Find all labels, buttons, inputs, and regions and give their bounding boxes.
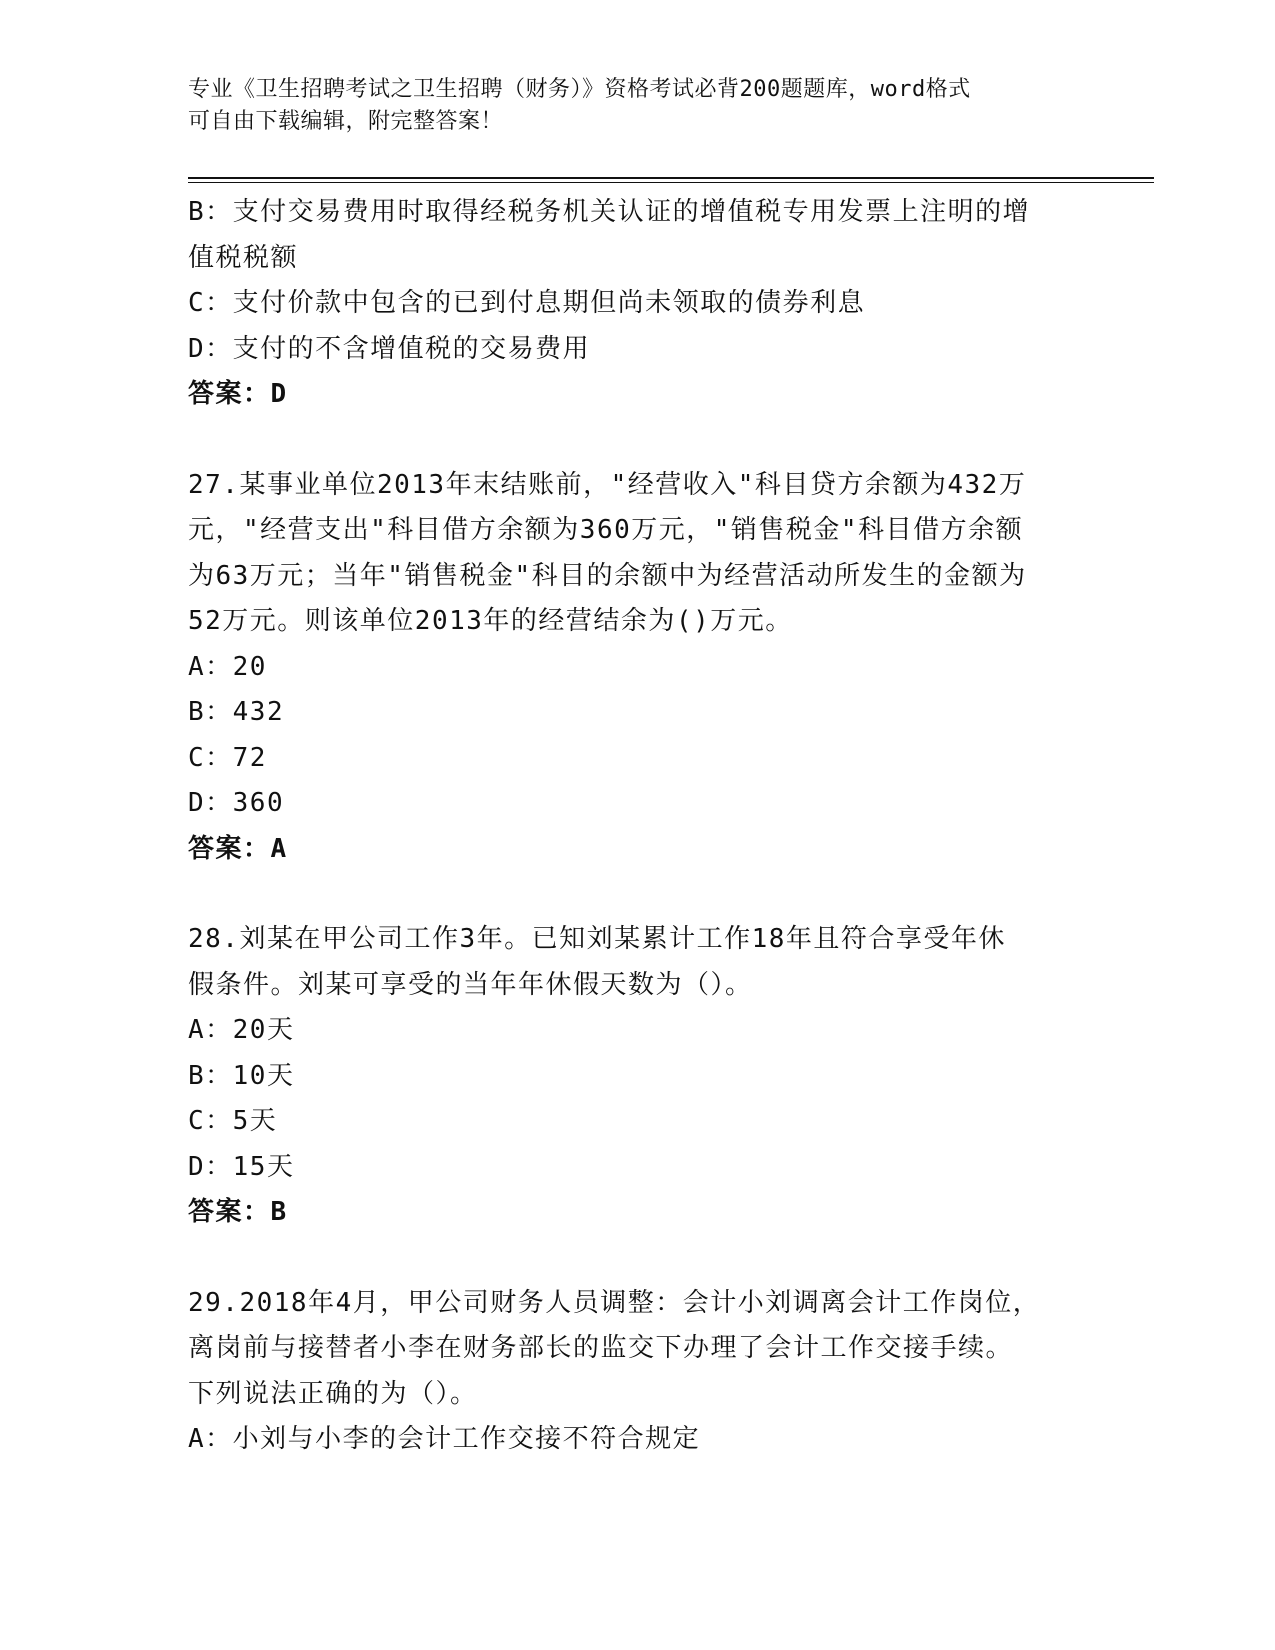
option-d: D：360: [188, 788, 285, 818]
question-stem: 离岗前与接替者小李在财务部长的监交下办理了会计工作交接手续。: [188, 1333, 1014, 1363]
option-c: C：支付价款中包含的已到付息期但尚未领取的债券利息: [188, 288, 866, 318]
option-d: D：支付的不含增值税的交易费用: [188, 333, 591, 364]
spacer: [188, 872, 1088, 917]
option-a: A：20天: [188, 1015, 295, 1045]
question-stem: 下列说法正确的为（）。: [188, 1378, 478, 1409]
question-27: [188, 463, 1088, 873]
option-d: D：15天: [188, 1151, 295, 1182]
question-stem: 52万元。则该单位2013年的经营结余为()万元。: [188, 606, 793, 636]
question-stem: 元，"经营支出"科目借方余额为360万元，"销售税金"科目借方余额: [188, 515, 1024, 545]
header-rule-thick: [188, 177, 1154, 179]
question-stem: 假条件。刘某可享受的当年年休假天数为（）。: [188, 969, 753, 1000]
option-c: C：5天: [188, 1106, 278, 1136]
option-b: B：432: [188, 697, 285, 727]
option-a: A：20: [188, 651, 267, 682]
spacer: [188, 418, 1088, 463]
option-b: B：10天: [188, 1060, 295, 1091]
question-content: [188, 190, 1088, 1463]
option-b: B：支付交易费用时取得经税务机关认证的增值税专用发票上注明的增: [188, 197, 1031, 227]
document-header: [188, 74, 1068, 138]
question-stem: 28.刘某在甲公司工作3年。已知刘某累计工作18年且符合享受年休: [188, 924, 1006, 954]
spacer: [188, 1236, 1088, 1281]
question-stem: 为63万元；当年"销售税金"科目的余额中为经营活动所发生的金额为: [188, 560, 1027, 591]
question-stem: 29.2018年4月，甲公司财务人员调整：会计小刘调离会计工作岗位，: [188, 1287, 1041, 1318]
option-a: A：小刘与小李的会计工作交接不符合规定: [188, 1424, 701, 1454]
answer: 答案：D: [188, 379, 288, 409]
question-28: [188, 917, 1088, 1236]
header-line-2: 可自由下载编辑，附完整答案！: [188, 109, 504, 134]
answer: 答案：B: [188, 1197, 288, 1227]
option-c: C：72: [188, 742, 267, 773]
question-29: [188, 1281, 1088, 1463]
answer: 答案：A: [188, 833, 288, 864]
header-line-1: 专业《卫生招聘考试之卫生招聘（财务）》资格考试必背200题题库，word格式: [188, 77, 971, 102]
header-rule-thin: [188, 182, 1154, 183]
option-b-continued: 值税税额: [188, 242, 299, 273]
prev-question: [188, 190, 1088, 418]
question-stem: 27.某事业单位2013年末结账前，"经营收入"科目贷方余额为432万: [188, 469, 1027, 500]
